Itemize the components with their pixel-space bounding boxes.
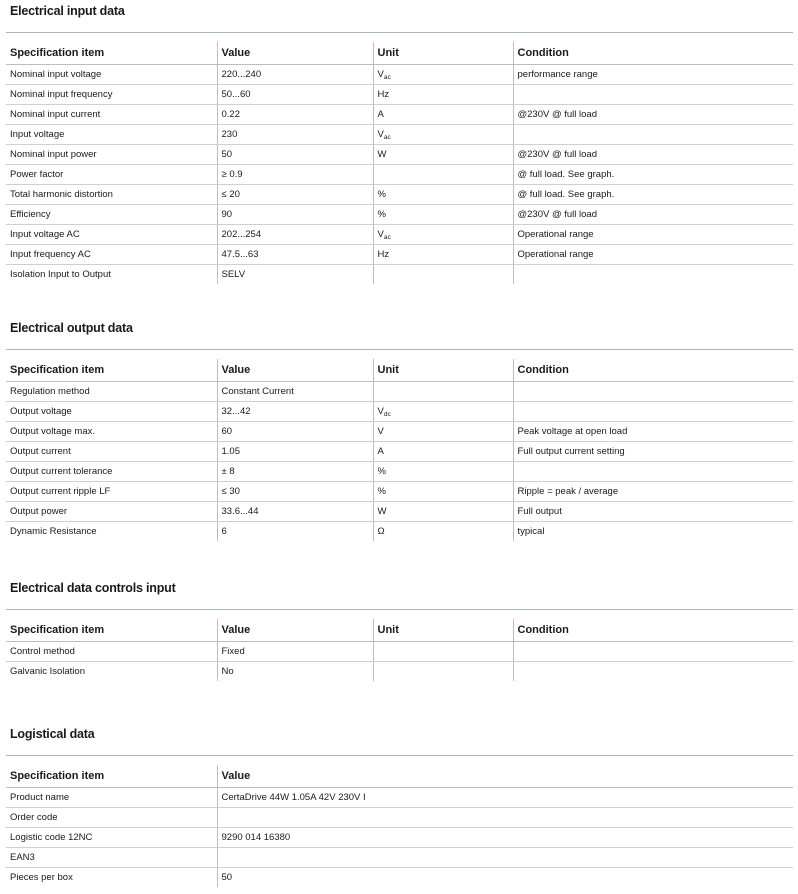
- header-cell: Value: [217, 765, 793, 788]
- spec-item: Nominal input power: [6, 145, 217, 165]
- spec-table: [6, 42, 793, 284]
- table-row: [6, 828, 793, 848]
- table-row: [6, 662, 793, 682]
- spec-unit: Hz: [373, 245, 513, 265]
- section-divider: [6, 349, 793, 350]
- spec-condition: @ full load. See graph.: [513, 185, 793, 205]
- table-row: [6, 65, 793, 85]
- spec-value: 50: [217, 868, 793, 888]
- spec-item: Input voltage: [6, 125, 217, 145]
- spec-condition: @ full load. See graph.: [513, 165, 793, 185]
- header-cell: Specification item: [6, 619, 217, 642]
- spec-unit: [373, 382, 513, 402]
- header-row: [6, 359, 793, 382]
- header-cell: Specification item: [6, 42, 217, 65]
- spec-item: Dynamic Resistance: [10, 526, 97, 537]
- header-cell: Specification item: [6, 359, 217, 382]
- spec-condition: [513, 265, 793, 285]
- spec-item: Nominal input frequency: [6, 85, 217, 105]
- spec-unit: [373, 265, 513, 285]
- spec-unit: A: [373, 105, 513, 125]
- spec-item: Output current tolerance: [6, 462, 217, 482]
- table-row: [6, 462, 793, 482]
- table-row: [6, 85, 793, 105]
- table-row: [6, 788, 793, 808]
- table-row: [6, 105, 793, 125]
- spec-unit: $V_{ac}$: [373, 225, 513, 245]
- section-title: Logistical data: [10, 727, 95, 741]
- spec-value: 9290 014 16380: [217, 828, 793, 848]
- spec-condition: typical: [513, 522, 793, 542]
- table-row: [6, 165, 793, 185]
- spec-value: 6: [217, 522, 373, 542]
- section-title: Electrical output data: [10, 321, 133, 335]
- spec-item: Pieces per box: [10, 872, 73, 883]
- spec-condition: Peak voltage at open load: [513, 422, 793, 442]
- spec-item: Output voltage: [6, 402, 217, 422]
- spec-condition: @230V @ full load: [513, 105, 793, 125]
- spec-unit: %: [373, 462, 513, 482]
- spec-item: Control method: [6, 642, 217, 662]
- spec-item: Nominal input voltage: [6, 65, 217, 85]
- table-row: [6, 265, 793, 285]
- table-row: [6, 382, 793, 402]
- spec-item: Power factor: [6, 165, 217, 185]
- spec-value: 33.6...44: [217, 502, 373, 522]
- table-row: [6, 185, 793, 205]
- spec-item: Total harmonic distortion: [6, 185, 217, 205]
- spec-item: Output current: [6, 442, 217, 462]
- spec-unit: Ω: [373, 522, 513, 542]
- spec-value: 202...254: [217, 225, 373, 245]
- table-row: [6, 502, 793, 522]
- spec-item: Output current ripple LF: [6, 482, 217, 502]
- section-logistical: [6, 727, 793, 887]
- spec-value: 90: [217, 205, 373, 225]
- table-row: [6, 482, 793, 502]
- spec-condition: [513, 125, 793, 145]
- spec-condition: [513, 462, 793, 482]
- table-row: [6, 245, 793, 265]
- spec-value: 60: [217, 422, 373, 442]
- table-row: [6, 125, 793, 145]
- spec-condition: Full output: [513, 502, 793, 522]
- header-cell: Value: [217, 42, 373, 65]
- spec-unit: %: [373, 205, 513, 225]
- header-cell: Unit: [373, 42, 513, 65]
- table-row: [6, 868, 793, 888]
- spec-value: [217, 848, 793, 868]
- spec-condition: [513, 662, 793, 682]
- spec-value: ≤ 30: [217, 482, 373, 502]
- section-electrical-output: [6, 321, 793, 536]
- spec-value: Fixed: [217, 642, 373, 662]
- table-row: [6, 442, 793, 462]
- spec-value: [217, 808, 793, 828]
- spec-condition: Operational range: [513, 225, 793, 245]
- spec-item: Input frequency AC: [6, 245, 217, 265]
- header-cell: Condition: [513, 619, 793, 642]
- spec-value: 1.05: [217, 442, 373, 462]
- spec-value: 0.22: [217, 105, 373, 125]
- spec-condition: performance range: [513, 65, 793, 85]
- section-title: Electrical input data: [10, 4, 125, 18]
- spec-condition: @230V @ full load: [513, 145, 793, 165]
- header-cell: Value: [217, 619, 373, 642]
- table-row: [6, 145, 793, 165]
- spec-value: CertaDrive 44W 1.05A 42V 230V I: [217, 788, 793, 808]
- spec-item: Regulation method: [6, 382, 217, 402]
- spec-unit: [373, 642, 513, 662]
- spec-value: 230: [217, 125, 373, 145]
- spec-unit: $V_{ac}$: [373, 65, 513, 85]
- table-row: [6, 205, 793, 225]
- spec-unit: [373, 165, 513, 185]
- header-cell: Condition: [513, 359, 793, 382]
- spec-unit: [373, 662, 513, 682]
- header-cell: Condition: [513, 42, 793, 65]
- spec-value: 50...60: [217, 85, 373, 105]
- table-row: [6, 402, 793, 422]
- spec-condition: Operational range: [513, 245, 793, 265]
- table-row: [6, 808, 793, 828]
- spec-value: No: [217, 662, 373, 682]
- spec-value: Constant Current: [217, 382, 373, 402]
- spec-value: 47.5...63: [217, 245, 373, 265]
- spec-unit: $V_{dc}$: [373, 402, 513, 422]
- spec-value: ≥ 0.9: [217, 165, 373, 185]
- spec-item: Input voltage AC: [6, 225, 217, 245]
- section-divider: [6, 32, 793, 33]
- header-row: [6, 765, 793, 788]
- section-divider: [6, 609, 793, 610]
- header-row: [6, 42, 793, 65]
- spec-condition: Full output current setting: [513, 442, 793, 462]
- spec-unit: $V_{ac}$: [373, 125, 513, 145]
- table-row: [6, 642, 793, 662]
- spec-unit: %: [373, 482, 513, 502]
- spec-item: Output power: [6, 502, 217, 522]
- spec-value: SELV: [217, 265, 373, 285]
- spec-condition: [513, 642, 793, 662]
- spec-unit: Hz: [373, 85, 513, 105]
- spec-value: 220...240: [217, 65, 373, 85]
- spec-item: Isolation Input to Output: [10, 269, 111, 280]
- spec-item: Logistic code 12NC: [6, 828, 217, 848]
- spec-unit: V: [373, 422, 513, 442]
- spec-condition: Ripple = peak / average: [513, 482, 793, 502]
- section-divider: [6, 755, 793, 756]
- table-row: [6, 848, 793, 868]
- spec-item: Galvanic Isolation: [10, 666, 85, 677]
- spec-item: Efficiency: [6, 205, 217, 225]
- spec-unit: A: [373, 442, 513, 462]
- spec-item: EAN3: [6, 848, 217, 868]
- spec-table: [6, 765, 793, 887]
- table-row: [6, 225, 793, 245]
- spec-item: Product name: [6, 788, 217, 808]
- spec-item: Nominal input current: [6, 105, 217, 125]
- table-row: [6, 522, 793, 542]
- header-cell: Value: [217, 359, 373, 382]
- spec-value: ± 8: [217, 462, 373, 482]
- spec-condition: [513, 402, 793, 422]
- spec-item: Output voltage max.: [6, 422, 217, 442]
- spec-unit: W: [373, 502, 513, 522]
- spec-item: Order code: [6, 808, 217, 828]
- spec-table: [6, 359, 793, 541]
- spec-unit: %: [373, 185, 513, 205]
- spec-value: ≤ 20: [217, 185, 373, 205]
- spec-value: 32...42: [217, 402, 373, 422]
- header-cell: Unit: [373, 359, 513, 382]
- header-cell: Specification item: [6, 765, 217, 788]
- spec-table: [6, 619, 793, 681]
- header-row: [6, 619, 793, 642]
- spec-condition: [513, 382, 793, 402]
- section-controls-input: [6, 581, 793, 681]
- spec-value: 50: [217, 145, 373, 165]
- section-title: Electrical data controls input: [10, 581, 176, 595]
- table-row: [6, 422, 793, 442]
- spec-condition: @230V @ full load: [513, 205, 793, 225]
- header-cell: Unit: [373, 619, 513, 642]
- spec-condition: [513, 85, 793, 105]
- section-electrical-input: [6, 4, 793, 280]
- spec-unit: W: [373, 145, 513, 165]
